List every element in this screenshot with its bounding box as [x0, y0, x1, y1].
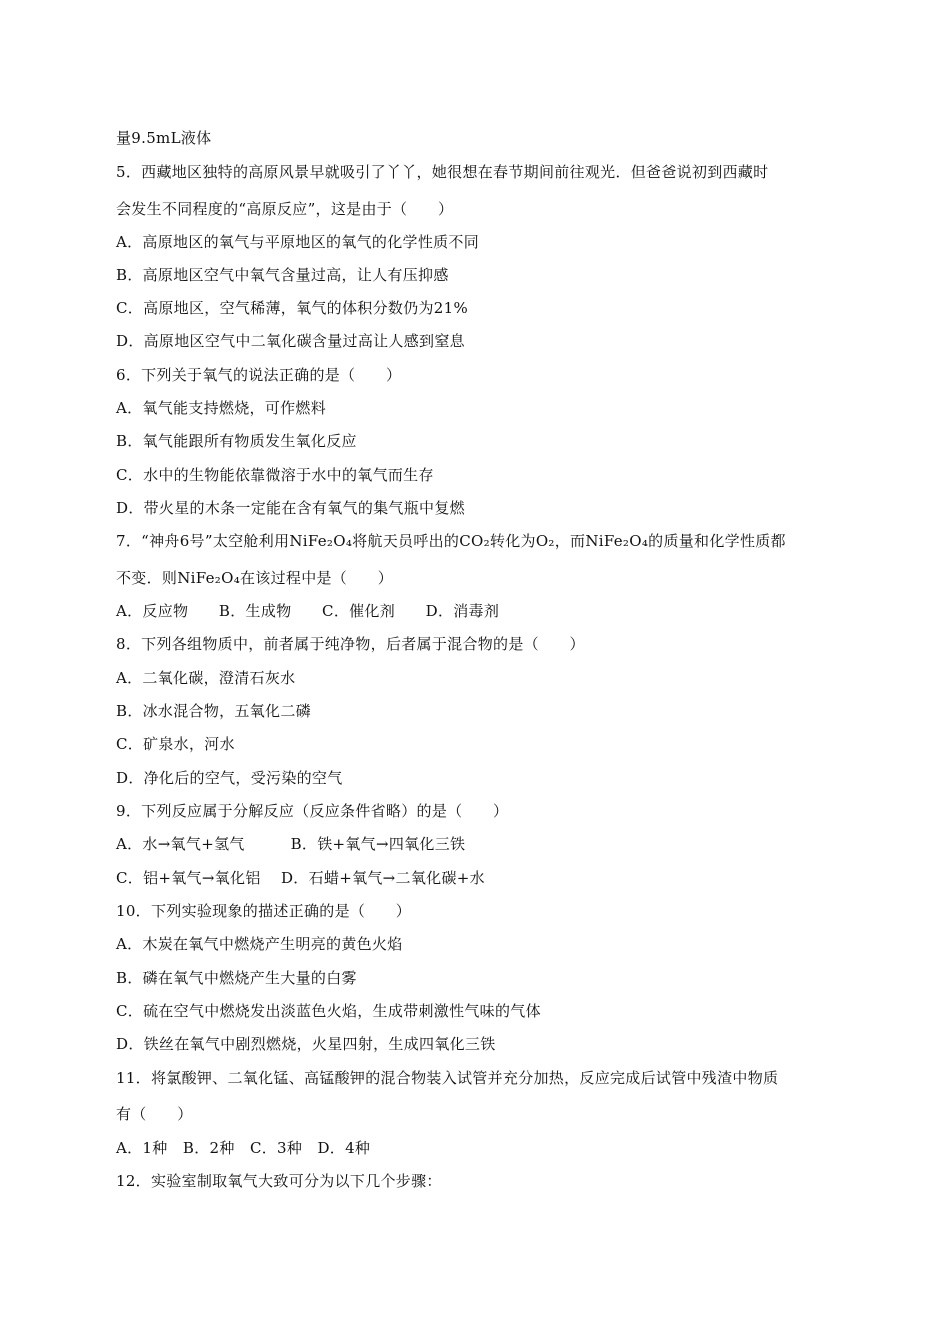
question-8-stem: 8．下列各组物质中，前者属于纯净物，后者属于混合物的是（ ）: [116, 635, 585, 653]
question-7-options: A．反应物 B．生成物 C．催化剂 D．消毒剂: [116, 602, 500, 620]
question-5-option-b: B．高原地区空气中氧气含量过高，让人有压抑感: [116, 266, 449, 284]
text-line: 量9.5mL液体: [116, 129, 212, 147]
question-6-option-d: D．带火星的木条一定能在含有氧气的集气瓶中复燃: [116, 499, 465, 517]
question-9-stem: 9．下列反应属于分解反应（反应条件省略）的是（ ）: [116, 802, 509, 820]
question-6-stem: 6．下列关于氧气的说法正确的是（ ）: [116, 366, 402, 384]
question-7-stem: 7．“神舟6号”太空舱利用NiFe₂O₄将航天员呼出的CO₂转化为O₂，而NiFe₂O₄的质量和化学性质都: [116, 532, 786, 550]
question-5-stem-cont: 会发生不同程度的“高原反应”，这是由于（ ）: [116, 200, 454, 218]
question-10-option-c: C．硫在空气中燃烧发出淡蓝色火焰，生成带刺激性气味的气体: [116, 1002, 541, 1020]
question-12-stem: 12．实验室制取氧气大致可分为以下几个步骤：: [116, 1172, 442, 1190]
question-9-options-ab: A．水→氧气+氢气 B．铁+氧气→四氧化三铁: [116, 835, 466, 853]
question-8-option-a: A．二氧化碳，澄清石灰水: [116, 669, 296, 687]
question-10-option-d: D．铁丝在氧气中剧烈燃烧，火星四射，生成四氧化三铁: [116, 1035, 496, 1053]
question-9-options-cd: C．铝+氧气→氧化铝 D．石蜡+氧气→二氧化碳+水: [116, 869, 485, 887]
question-7-stem-cont: 不变．则NiFe₂O₄在该过程中是（ ）: [116, 569, 394, 587]
question-5-option-c: C．高原地区，空气稀薄，氧气的体积分数仍为21%: [116, 299, 469, 317]
question-11-options: A．1种 B．2种 C．3种 D．4种: [116, 1139, 371, 1157]
question-6-option-c: C．水中的生物能依靠微溶于水中的氧气而生存: [116, 466, 434, 484]
question-10-option-b: B．磷在氧气中燃烧产生大量的白雾: [116, 969, 357, 987]
question-8-option-c: C．矿泉水，河水: [116, 735, 235, 753]
question-11-stem: 11．将氯酸钾、二氧化锰、高锰酸钾的混合物装入试管并充分加热，反应完成后试管中残渣中物质: [116, 1069, 779, 1087]
question-8-option-b: B．冰水混合物，五氧化二磷: [116, 702, 311, 720]
question-11-stem-cont: 有（ ）: [116, 1105, 193, 1123]
question-6-option-a: A．氧气能支持燃烧，可作燃料: [116, 399, 327, 417]
question-5-stem: 5．西藏地区独特的高原风景早就吸引了丫丫，她很想在春节期间前往观光．但爸爸说初到西藏时: [116, 163, 769, 181]
question-5-option-a: A．高原地区的氧气与平原地区的氧气的化学性质不同: [116, 233, 480, 251]
question-10-option-a: A．木炭在氧气中燃烧产生明亮的黄色火焰: [116, 935, 403, 953]
question-5-option-d: D．高原地区空气中二氧化碳含量过高让人感到窒息: [116, 332, 465, 350]
question-8-option-d: D．净化后的空气，受污染的空气: [116, 769, 343, 787]
question-6-option-b: B．氧气能跟所有物质发生氧化反应: [116, 432, 357, 450]
question-10-stem: 10．下列实验现象的描述正确的是（ ）: [116, 902, 412, 920]
